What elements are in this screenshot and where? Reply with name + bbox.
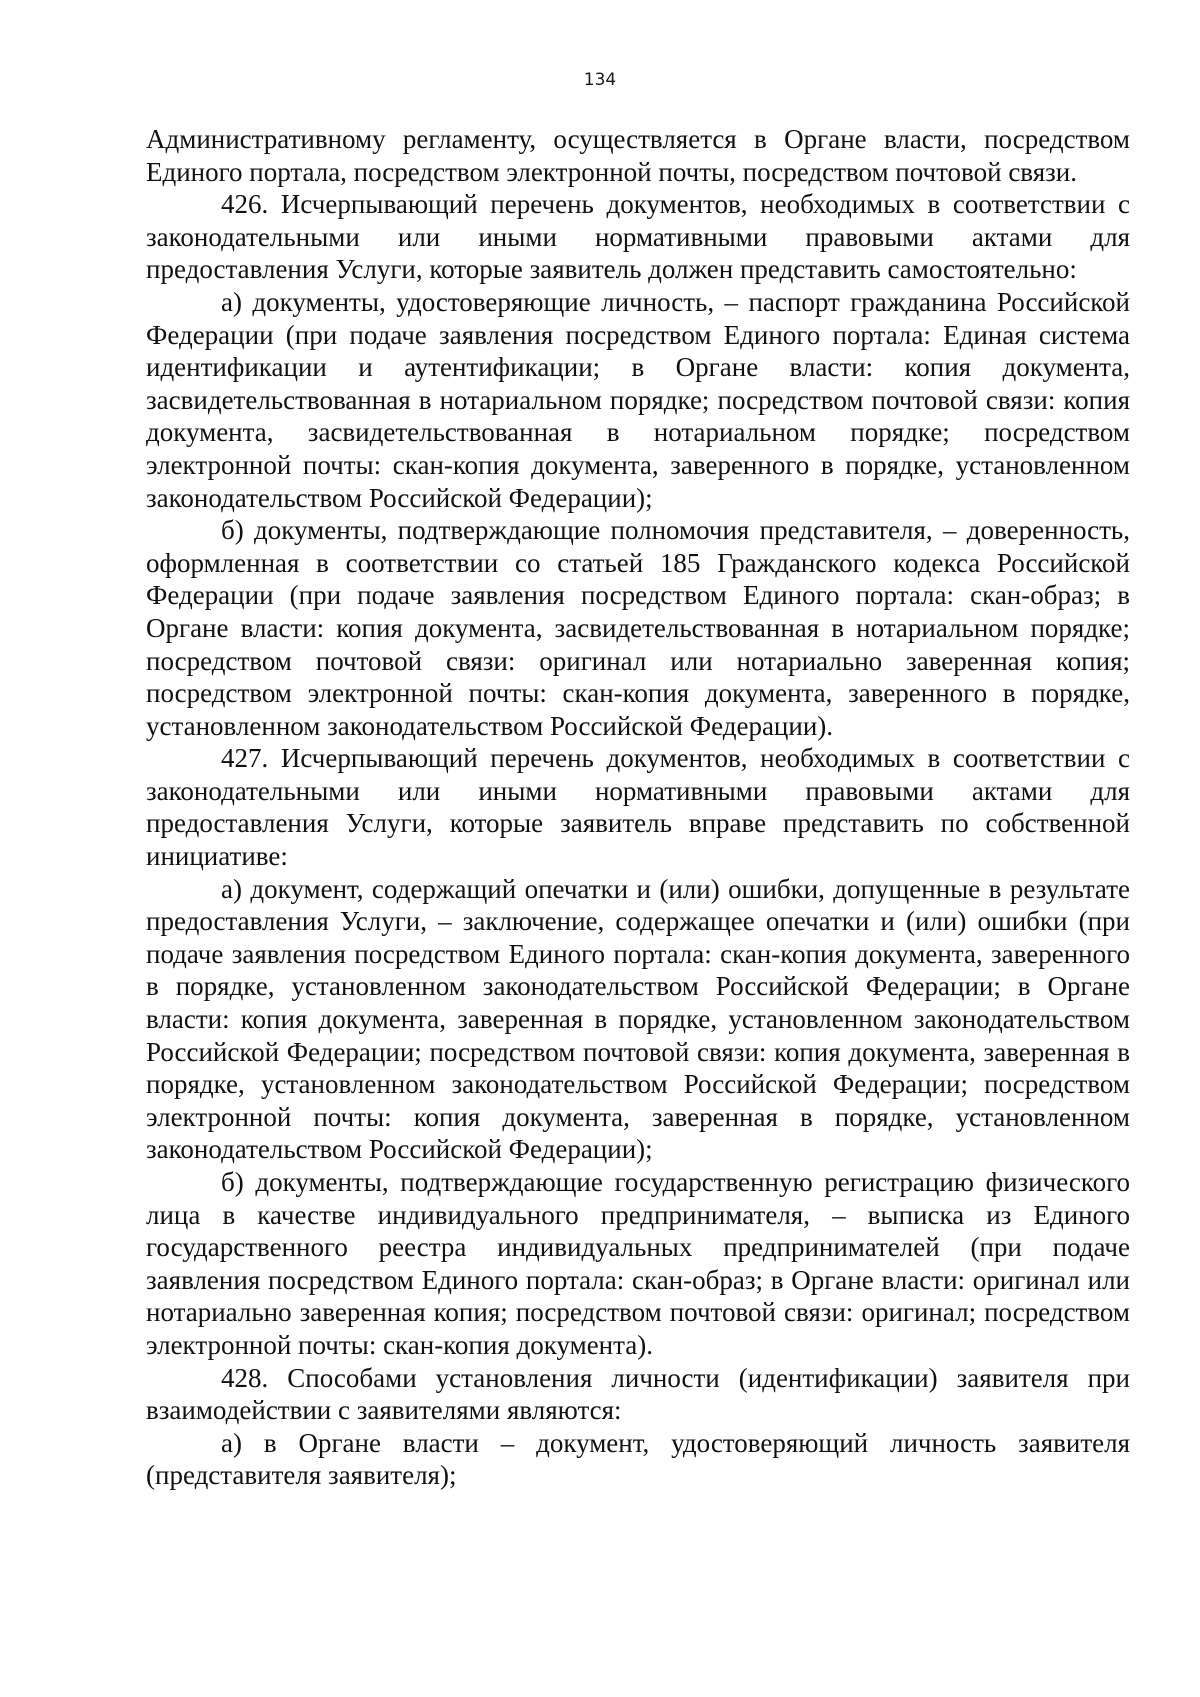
document-body: [146, 123, 1130, 1492]
paragraph-426-b: б) документы, подтверждающие полномочия представителя, – доверенность, оформленная в соответствии со статьей 185 Гражданского кодекса Российской Федерации (при подаче заявления посредством Единого портала: скан-образ; в Органе власти: копия документа, засвидетельствованная в нотариальном порядке; посредством почтовой связи: оригинал или нотариально заверенная копия; посредством электронной почты: скан-копия документа, заверенного в порядке, установленном законодательством Российской Федерации).: [146, 515, 1130, 741]
paragraph-427-b: б) документы, подтверждающие государственную регистрацию физического лица в качестве индивидуального предпринимателя, – выписка из Единого государственного реестра индивидуальных предпринимателей (при подаче заявления посредством Единого портала: скан-образ; в Органе власти: оригинал или нотариально заверенная копия; посредством почтовой связи: оригинал; посредством электронной почты: скан-копия документа).: [146, 1167, 1130, 1360]
page-number: 134: [583, 70, 617, 90]
paragraph-428-a: а) в Органе власти – документ, удостоверяющий личность заявителя (представителя заявителя);: [146, 1427, 1130, 1491]
paragraph-426-a: а) документы, удостоверяющие личность, – паспорт гражданина Российской Федерации (при подаче заявления посредством Единого портала: Единая система идентификации и аутентификации; в Органе власти: копия документа, засвидетельствованная в нотариальном порядке; посредством почтовой связи: копия документа, засвидетельствованная в нотариальном порядке; посредством электронной почты: скан-копия документа, заверенного в порядке, установленном законодательством Российской Федерации);: [146, 286, 1130, 513]
paragraph-428: 428. Способами установления личности (идентификации) заявителя при взаимодействии с заявителями являются:: [146, 1362, 1130, 1426]
paragraph-427-a: а) документ, содержащий опечатки и (или) ошибки, допущенные в результате предоставления Услуги, – заключение, содержащее опечатки и (или) ошибки (при подаче заявления посредством Единого портала: скан-копия документа, заверенного в порядке, установленном законодательством Российской Федерации; в Органе власти: копия документа, заверенная в порядке, установленном законодательством Российской Федерации; посредством почтовой связи: копия документа, заверенная в порядке, установленном законодательством Российской Федерации; посредством электронной почты: копия документа, заверенная в порядке, установленном законодательством Российской Федерации);: [146, 873, 1130, 1165]
paragraph-427: 427. Исчерпывающий перечень документов, необходимых в соответствии с законодательными или иными нормативными правовыми актами для предоставления Услуги, которые заявитель вправе представить по собственной инициативе:: [146, 743, 1130, 872]
paragraph-continuation: Административному регламенту, осуществляется в Органе власти, посредством Единого портала, посредством электронной почты, посредством почтовой связи.: [146, 124, 1130, 187]
paragraph-426: 426. Исчерпывающий перечень документов, необходимых в соответствии с законодательными или иными нормативными правовыми актами для предоставления Услуги, которые заявитель должен представить самостоятельно:: [146, 189, 1130, 285]
